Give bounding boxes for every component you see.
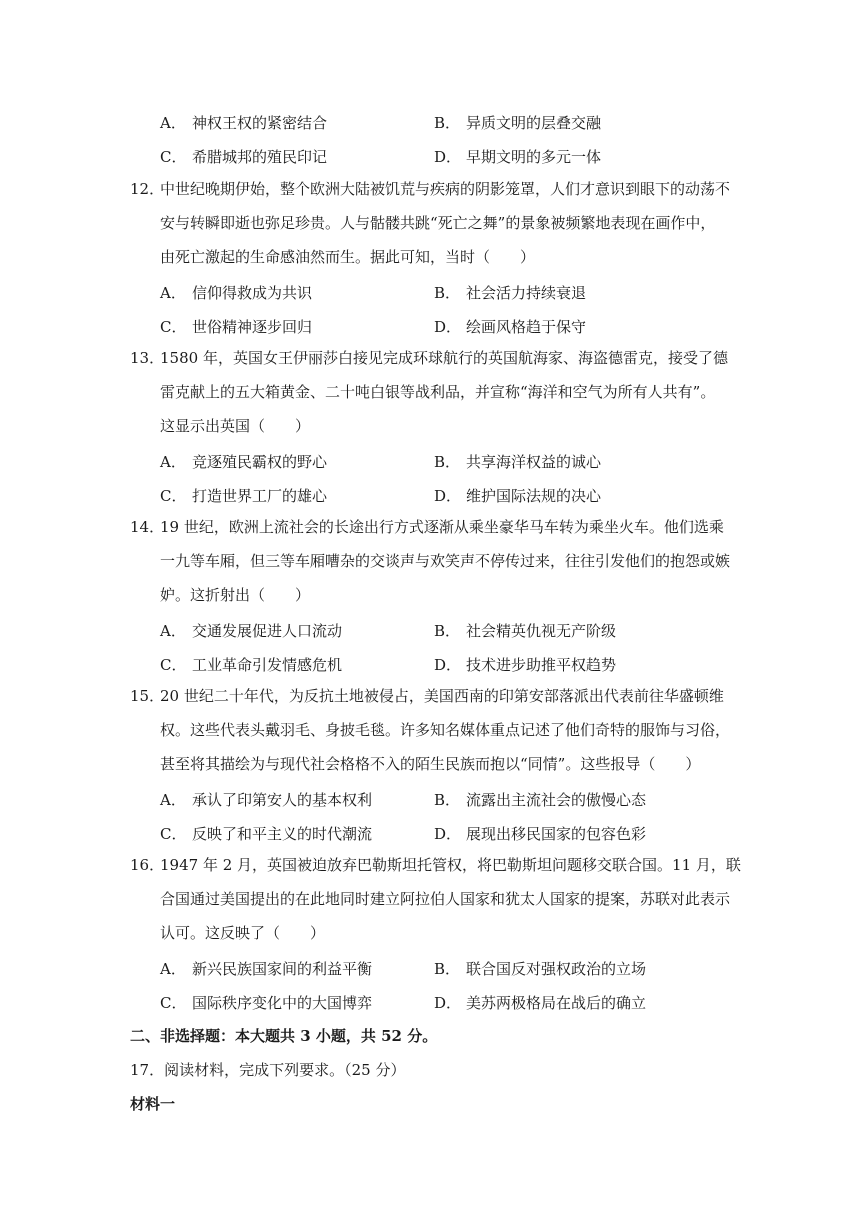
question-text-line: 中世纪晚期伊始，整个欧洲大陆被饥荒与疾病的阴影笼罩，人们才意识到眼下的动荡不 [160, 180, 731, 198]
q12-option-b[interactable]: B． 社会活力持续衰退 [434, 284, 587, 302]
q13-option-b[interactable]: B． 共享海洋权益的诚心 [434, 453, 602, 471]
q11-option-a[interactable]: A． 神权王权的紧密结合 [160, 114, 328, 132]
question-number: 16． [130, 856, 165, 874]
question-text-line: 甚至将其描绘为与现代社会格格不入的陌生民族而抱以“同情”。这些报导（ ） [160, 755, 701, 773]
q12-option-c[interactable]: C． 世俗精神逐步回归 [160, 318, 313, 336]
q15-option-d[interactable]: D． 展现出移民国家的包容色彩 [434, 825, 647, 843]
question-text-line: 20 世纪二十年代，为反抗土地被侵占，美国西南的印第安部落派出代表前往华盛顿维 [160, 687, 724, 705]
question-text-line: 由死亡激起的生命感油然而生。据此可知，当时（ ） [160, 248, 536, 266]
q15-option-a[interactable]: A． 承认了印第安人的基本权利 [160, 791, 373, 809]
question-text-line: 1947 年 2 月，英国被迫放弃巴勒斯坦托管权，将巴勒斯坦问题移交联合国。11 月，联 [160, 856, 741, 874]
q16-option-a[interactable]: A． 新兴民族国家间的利益平衡 [160, 960, 373, 978]
question-text-line: 安与转瞬即逝也弥足珍贵。人与骷髅共跳“死亡之舞”的景象被频繁地表现在画作中， [160, 214, 716, 232]
question-text-line: 这显示出英国（ ） [160, 417, 311, 435]
q14-options-row-2 [160, 654, 760, 678]
question-text-line: 19 世纪，欧洲上流社会的长途出行方式逐渐从乘坐豪华马车转为乘坐火车。他们选乘 [160, 518, 724, 536]
question-number: 13． [130, 349, 165, 367]
section-heading: 二、非选择题：本大题共 3 小题，共 52 分。 [130, 1027, 438, 1045]
question-text-line: 权。这些代表头戴羽毛、身披毛毯。许多知名媒体重点记述了他们奇特的服饰与习俗， [160, 721, 731, 739]
q14-option-c[interactable]: C． 工业革命引发情感危机 [160, 656, 343, 674]
q15-option-c[interactable]: C． 反映了和平主义的时代潮流 [160, 825, 373, 843]
question-text-line: 雷克献上的五大箱黄金、二十吨白银等战利品，并宣称“海洋和空气为所有人共有”。 [160, 383, 716, 401]
question-text-line: 一九等车厢，但三等车厢嘈杂的交谈声与欢笑声不停传过来，往往引发他们的抱怨或嫉 [160, 552, 731, 570]
q11-option-c[interactable]: C． 希腊城邦的殖民印记 [160, 148, 328, 166]
q15-options-row-2 [160, 823, 760, 847]
q13-options-row-2 [160, 485, 760, 509]
material-label: 材料一 [130, 1095, 176, 1113]
q11-options-row-2 [160, 146, 760, 170]
q14-option-b[interactable]: B． 社会精英仇视无产阶级 [434, 622, 617, 640]
q13-options-row-1 [160, 451, 760, 475]
q12-options-row-2 [160, 316, 760, 340]
question-text-line: 1580 年，英国女王伊丽莎白接见完成环球航行的英国航海家、海盗德雷克，接受了德 [160, 349, 728, 367]
q12-option-d[interactable]: D． 绘画风格趋于保守 [434, 318, 587, 336]
q11-option-d[interactable]: D． 早期文明的多元一体 [434, 148, 602, 166]
q11-options-row-1 [160, 112, 760, 136]
question-number: 15． [130, 687, 165, 705]
q15-options-row-1 [160, 789, 760, 813]
q14-option-a[interactable]: A． 交通发展促进人口流动 [160, 622, 343, 640]
q11-option-b[interactable]: B． 异质文明的层叠交融 [434, 114, 602, 132]
question-text-line: 认可。这反映了（ ） [160, 924, 326, 942]
question-number: 14． [130, 518, 165, 536]
question-number: 12． [130, 180, 165, 198]
q16-options-row-2 [160, 992, 760, 1016]
q13-option-c[interactable]: C． 打造世界工厂的雄心 [160, 487, 328, 505]
question-text-line: 妒。这折射出（ ） [160, 586, 311, 604]
q14-option-d[interactable]: D． 技术进步助推平权趋势 [434, 656, 617, 674]
q16-option-c[interactable]: C． 国际秩序变化中的大国博弈 [160, 994, 373, 1012]
question-text-line: 合国通过美国提出的在此地同时建立阿拉伯人国家和犹太人国家的提案，苏联对此表示 [160, 890, 731, 908]
q15-option-b[interactable]: B． 流露出主流社会的傲慢心态 [434, 791, 647, 809]
q13-option-d[interactable]: D． 维护国际法规的决心 [434, 487, 602, 505]
q12-option-a[interactable]: A． 信仰得救成为共识 [160, 284, 313, 302]
q12-options-row-1 [160, 282, 760, 306]
q16-option-b[interactable]: B． 联合国反对强权政治的立场 [434, 960, 647, 978]
q16-options-row-1 [160, 958, 760, 982]
q16-option-d[interactable]: D． 美苏两极格局在战后的确立 [434, 994, 647, 1012]
q13-option-a[interactable]: A． 竞逐殖民霸权的野心 [160, 453, 328, 471]
q14-options-row-1 [160, 620, 760, 644]
question-17: 17．阅读材料，完成下列要求。（25 分） [130, 1061, 406, 1079]
